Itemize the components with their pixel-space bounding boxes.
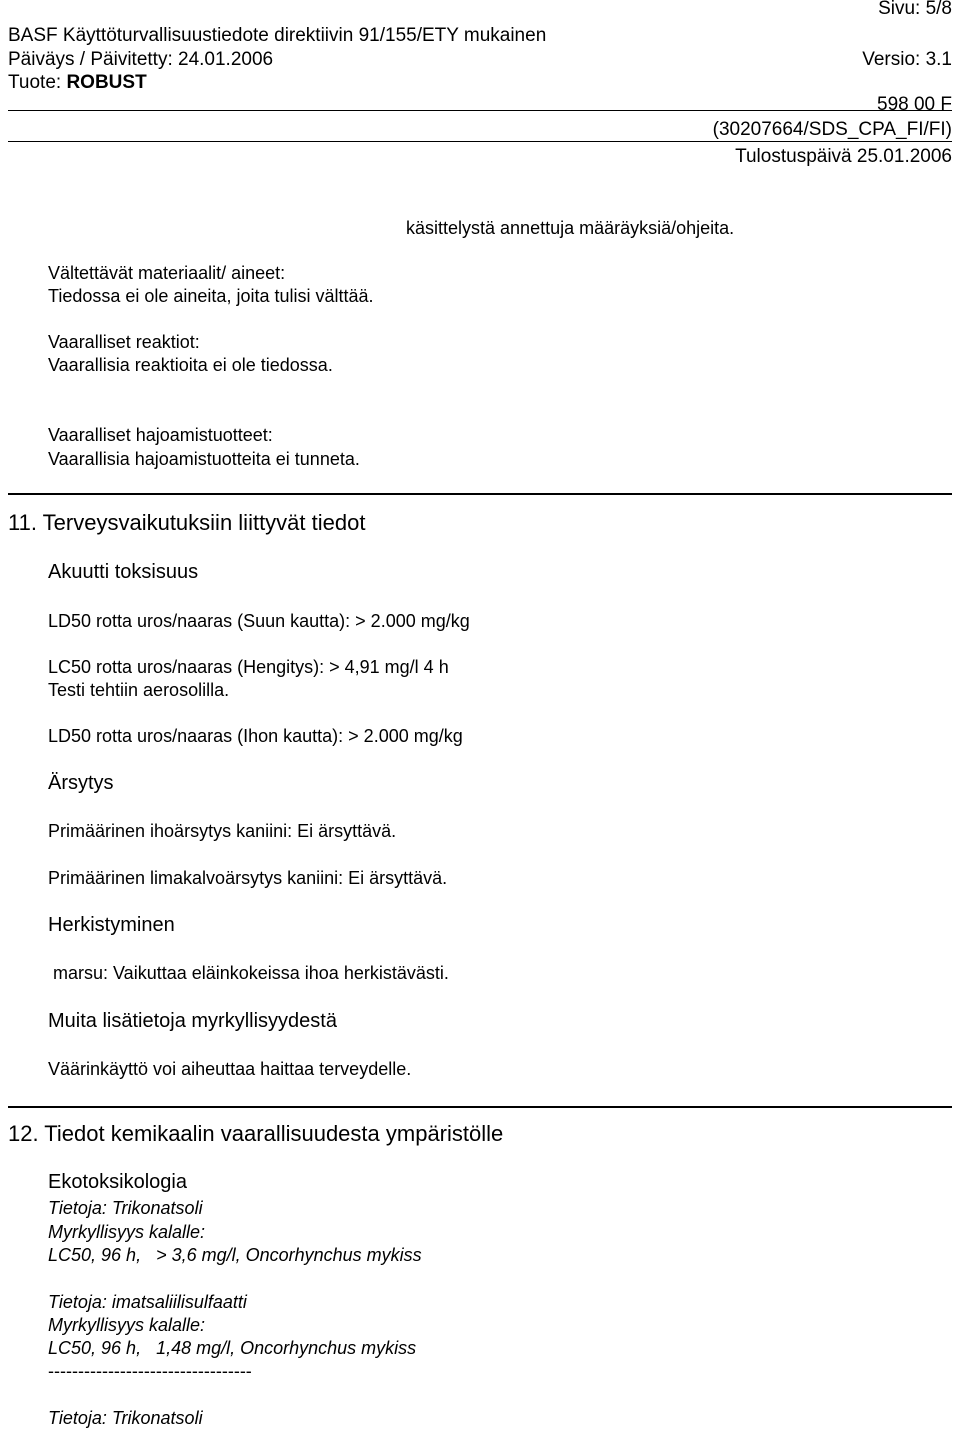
hazardous-reactions-text: Vaarallisia reaktioita ei ole tiedossa. (48, 355, 333, 375)
info-substance-1: Tietoja: Trikonatsoli (48, 1198, 203, 1218)
ld50-oral: LD50 rotta uros/naaras (Suun kautta): > 2.000 mg/kg (48, 611, 470, 631)
header-divider-2 (8, 141, 952, 142)
section-12-heading: 12. Tiedot kemikaalin vaarallisuudesta ympäristölle (8, 1121, 504, 1146)
document-version: Versio: 3.1 (862, 49, 952, 70)
separator-line: ---------------------------------- (48, 1361, 252, 1381)
document-title: BASF Käyttöturvallisuustiedote direktiivin 91/155/ETY mukainen (8, 25, 547, 46)
ecotoxicology-heading: Ekotoksikologia (48, 1171, 187, 1193)
header-divider (8, 110, 952, 111)
hazardous-reactions-label: Vaaralliset reaktiot: (48, 332, 200, 352)
product-label: Tuote: (8, 72, 62, 93)
acute-toxicity-heading: Akuutti toksisuus (48, 561, 199, 583)
product-line (8, 72, 147, 94)
fish-toxicity-value-1: LC50, 96 h, > 3,6 mg/l, Oncorhynchus mykiss (48, 1245, 422, 1265)
info-substance-2: Tietoja: imatsaliilisulfaatti (48, 1292, 247, 1312)
section-11-heading: 11. Terveysvaikutuksiin liittyvät tiedot (8, 510, 366, 535)
sensitization-text: marsu: Vaikuttaa eläinkokeissa ihoa herkistävästi. (53, 963, 449, 983)
avoid-materials-label: Vältettävät materiaalit/ aineet: (48, 263, 286, 283)
mucosa-irritation: Primäärinen limakalvoärsytys kaniini: Ei ärsyttävä. (48, 868, 448, 888)
page-number: Sivu: 5/8 (878, 0, 952, 19)
product-code: 598 00 F (877, 94, 952, 115)
section-11-divider (8, 493, 952, 495)
lc50-inhalation: LC50 rotta uros/naaras (Hengitys): > 4,91 mg/l 4 h (48, 657, 449, 677)
document-date: Päiväys / Päivitetty: 24.01.2006 (8, 49, 274, 70)
decomposition-label: Vaaralliset hajoamistuotteet: (48, 425, 273, 445)
irritation-heading: Ärsytys (48, 772, 114, 794)
product-name: ROBUST (66, 72, 147, 93)
sds-code: (30207664/SDS_CPA_FI/FI) (712, 119, 952, 140)
fish-toxicity-label-1: Myrkyllisyys kalalle: (48, 1222, 206, 1242)
print-date: Tulostuspäivä 25.01.2006 (735, 146, 952, 167)
fish-toxicity-value-2: LC50, 96 h, 1,48 mg/l, Oncorhynchus mykiss (48, 1338, 417, 1358)
decomposition-text: Vaarallisia hajoamistuotteita ei tunneta. (48, 449, 360, 469)
avoid-materials-text: Tiedossa ei ole aineita, joita tulisi välttää. (48, 286, 374, 306)
continued-text: käsittelystä annettuja määräyksiä/ohjeita. (406, 218, 735, 238)
aerosol-note: Testi tehtiin aerosolilla. (48, 680, 230, 700)
skin-irritation: Primäärinen ihoärsytys kaniini: Ei ärsyttävä. (48, 821, 397, 841)
info-substance-3: Tietoja: Trikonatsoli (48, 1408, 203, 1428)
other-toxicity-heading: Muita lisätietoja myrkyllisyydestä (48, 1010, 337, 1032)
fish-toxicity-label-2: Myrkyllisyys kalalle: (48, 1315, 206, 1335)
sensitization-heading: Herkistyminen (48, 914, 175, 936)
section-12-divider (8, 1106, 952, 1108)
other-toxicity-text: Väärinkäyttö voi aiheuttaa haittaa terveydelle. (48, 1059, 412, 1079)
ld50-dermal: LD50 rotta uros/naaras (Ihon kautta): > 2.000 mg/kg (48, 726, 463, 746)
